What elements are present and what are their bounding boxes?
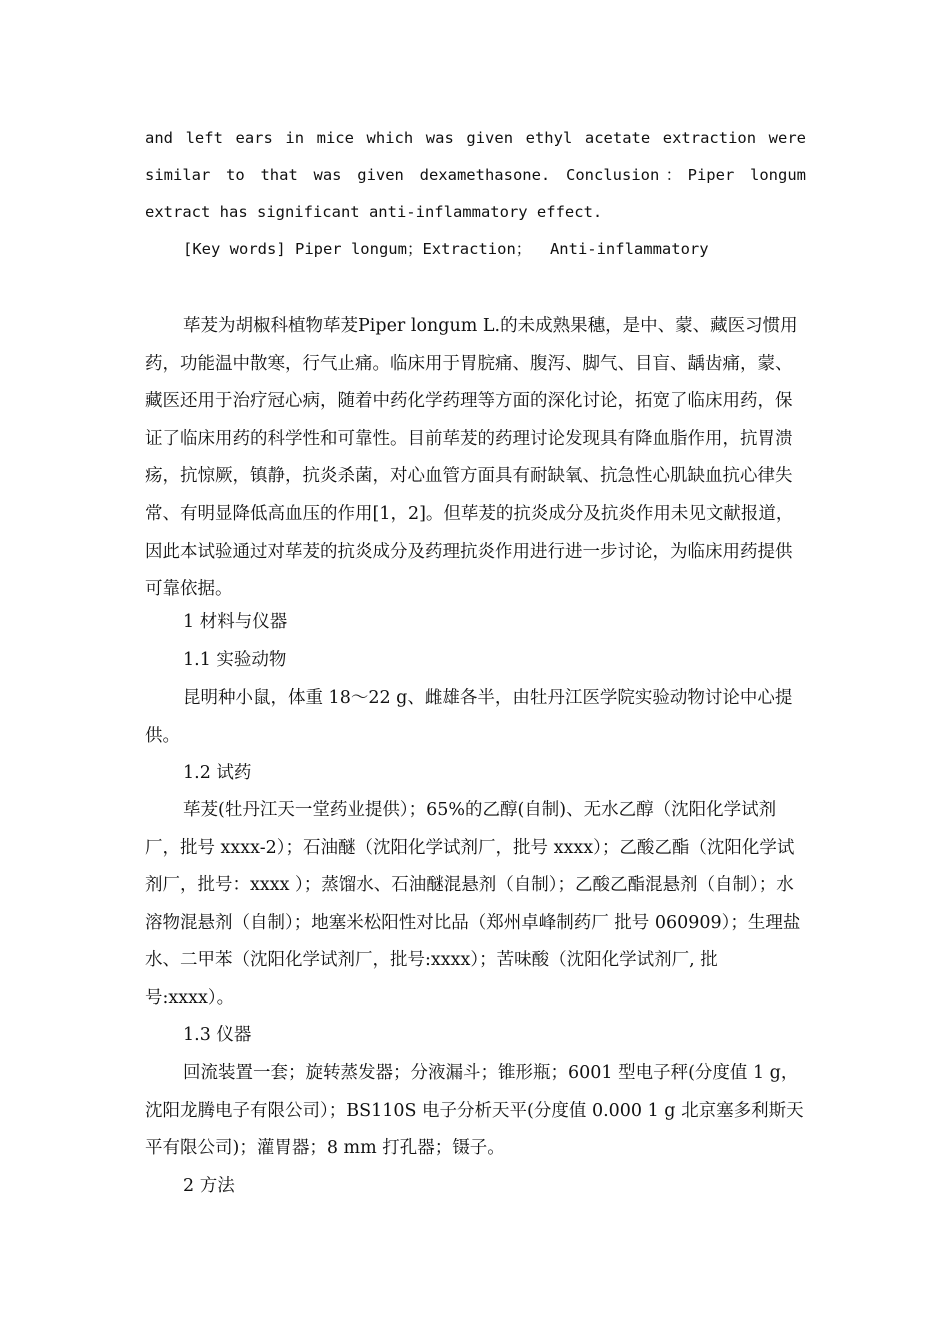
abstract-line-3: extract has significant anti-inflammatory effect. [145, 203, 603, 221]
section-1-2-text: 荜茇(牡丹江天一堂药业提供）；65%的乙醇(自制)、无水乙醇（沈阳化学试剂厂，批号 xxxx-2）；石油醚（沈阳化学试剂厂，批号 xxxx）；乙酸乙酯（沈阳化学试剂厂，批号：xxxx ）；蒸馏水、石油醚混悬剂（自制）；乙酸乙酯混悬剂（自制）；水溶物混悬剂（自制）；地塞米松阳性对比品（郑州卓峰制药厂 批号 060909）；生理盐水、二甲苯（沈阳化学试剂厂，批号:xxxx）；苦味酸（沈阳化学试剂厂, 批号:xxxx）。 [145, 800, 801, 1008]
section-1-heading: 1 材料与仪器 [183, 612, 288, 632]
section-1-3-heading: 1.3 仪器 [183, 1025, 252, 1045]
section-1-2-heading: 1.2 试药 [183, 763, 252, 783]
abstract-line-2: similar to that was given dexamethasone. Conclusion：Piper longum [145, 166, 806, 184]
keywords-line: [Key words] Piper longum；Extraction； Anti-inflammatory [183, 240, 709, 258]
section-1-1-heading: 1.1 实验动物 [183, 650, 287, 670]
intro-paragraph: 荜茇为胡椒科植物荜茇Piper longum L.的未成熟果穗，是中、蒙、藏医习惯用药，功能温中散寒，行气止痛。临床用于胃脘痛、腹泻、脚气、目盲、龋齿痛，蒙、藏医还用于治疗冠心病，随着中药化学药理等方面的深化讨论，拓宽了临床用药，保证了临床用药的科学性和可靠性。目前荜茇的药理讨论发现具有降血脂作用，抗胃溃疡，抗惊厥，镇静，抗炎杀菌，对心血管方面具有耐缺氧、抗急性心肌缺血抗心律失常、有明显降低高血压的作用[1，2]。但荜茇的抗炎成分及抗炎作用未见文献报道，因此本试验通过对荜茇的抗炎成分及药理抗炎作用进行进一步讨论，为临床用药提供可靠依据。 [145, 316, 798, 600]
abstract-line-1: and left ears in mice which was given ethyl acetate extraction were [145, 129, 806, 147]
section-2-heading: 2 方法 [183, 1176, 235, 1196]
section-1-3-text: 回流装置一套；旋转蒸发器；分液漏斗；锥形瓶；6001 型电子秤(分度值 1 g，沈阳龙腾电子有限公司）；BS110S 电子分析天平(分度值 0.000 1 g 北京塞多利斯天平有限公司)；灌胃器；8 mm 打孔器；镊子。 [145, 1063, 804, 1159]
section-1-1-text: 昆明种小鼠，体重 18～22 g、雌雄各半，由牡丹江医学院实验动物讨论中心提供。 [145, 688, 793, 746]
